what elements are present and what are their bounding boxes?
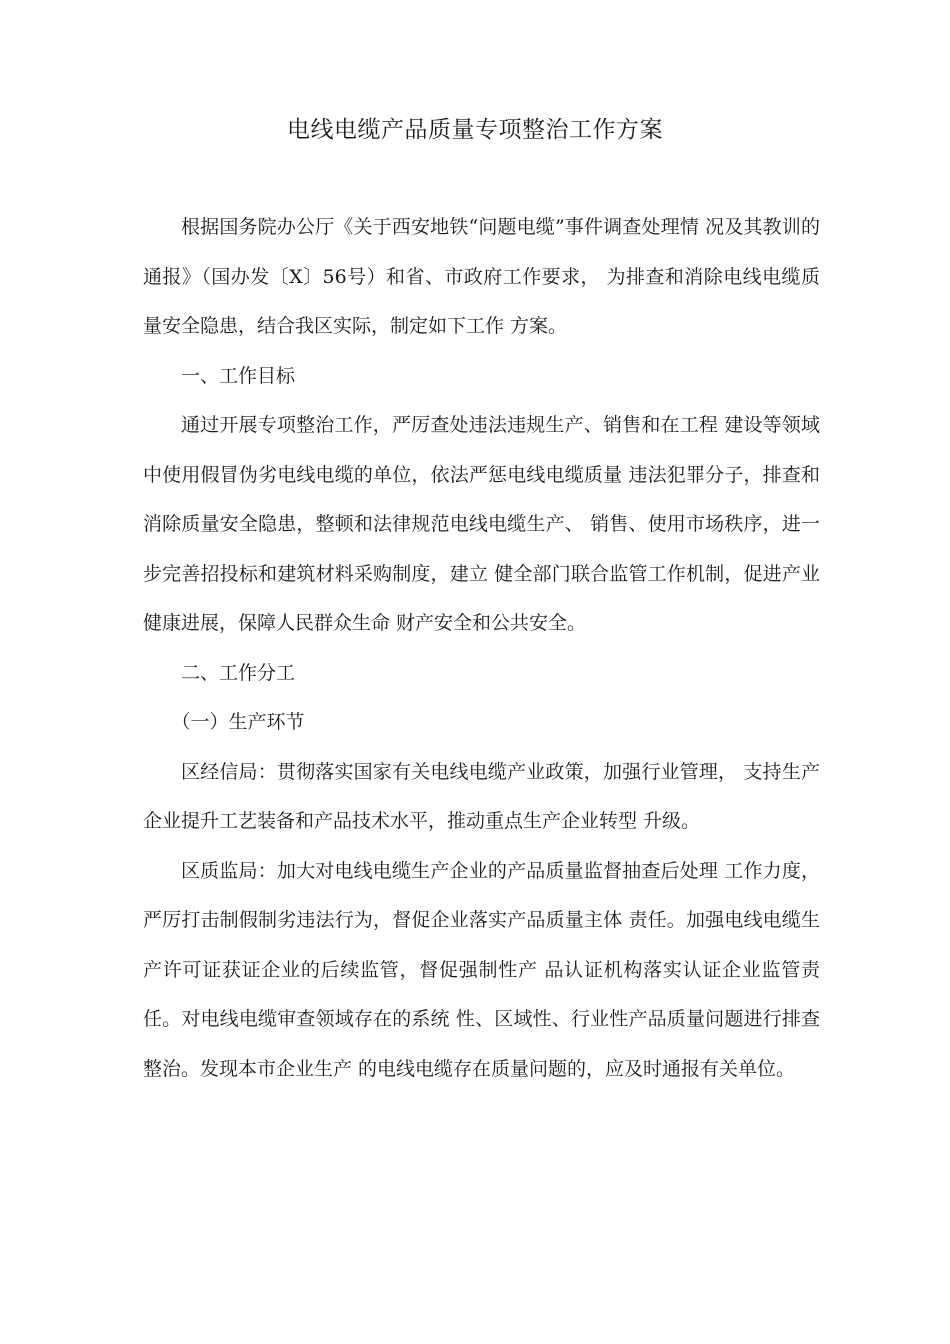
quality-bureau-paragraph: 区质监局：加大对电线电缆生产企业的产品质量监督抽查后处理 工作力度，严厉打击制假制劣违法行为，督促企业落实产品质量主体 责任。加强电线电缆生产许可证获证企业的后续监管，督促强制性产 品认证机构落实认证企业监管责任。对电线电缆审查领域存在的系统 性、区域性、行业性产品质量问题进行排查整治。发现本市企业生产 的电线电缆存在质量问题的，应及时通报有关单位。: [143, 859, 820, 1080]
subsection-heading-production: （一）生产环节: [171, 711, 305, 733]
intro-paragraph: 根据国务院办公厅《关于西安地铁“问题电缆”事件调查处理情 况及其教训的通报》（国办发〔X〕56号）和省、市政府工作要求， 为排查和消除电线电缆质量安全隐患，结合我区实际，制定如下工作 方案。: [143, 216, 820, 337]
document-body: [143, 203, 820, 1094]
goals-paragraph: 通过开展专项整治工作，严厉查处违法违规生产、销售和在工程 建设等领域中使用假冒伪劣电线电缆的单位，依法严惩电线电缆质量 违法犯罪分子，排查和消除质量安全隐患，整顿和法律规范电线电缆生产、 销售、使用市场秩序，进一步完善招投标和建筑材料采购制度，建立 健全部门联合监管工作机制，促进产业健康进展，保障人民群众生命 财产安全和公共安全。: [143, 414, 820, 634]
document-title: 电线电缆产品质量专项整治工作方案: [287, 117, 663, 143]
economic-bureau-paragraph: 区经信局：贯彻落实国家有关电线电缆产业政策，加强行业管理， 支持生产企业提升工艺装备和产品技术水平，推动重点生产企业转型 升级。: [143, 760, 820, 832]
section-heading-goals: 一、工作目标: [181, 364, 296, 387]
section-heading-division: 二、工作分工: [181, 661, 296, 684]
